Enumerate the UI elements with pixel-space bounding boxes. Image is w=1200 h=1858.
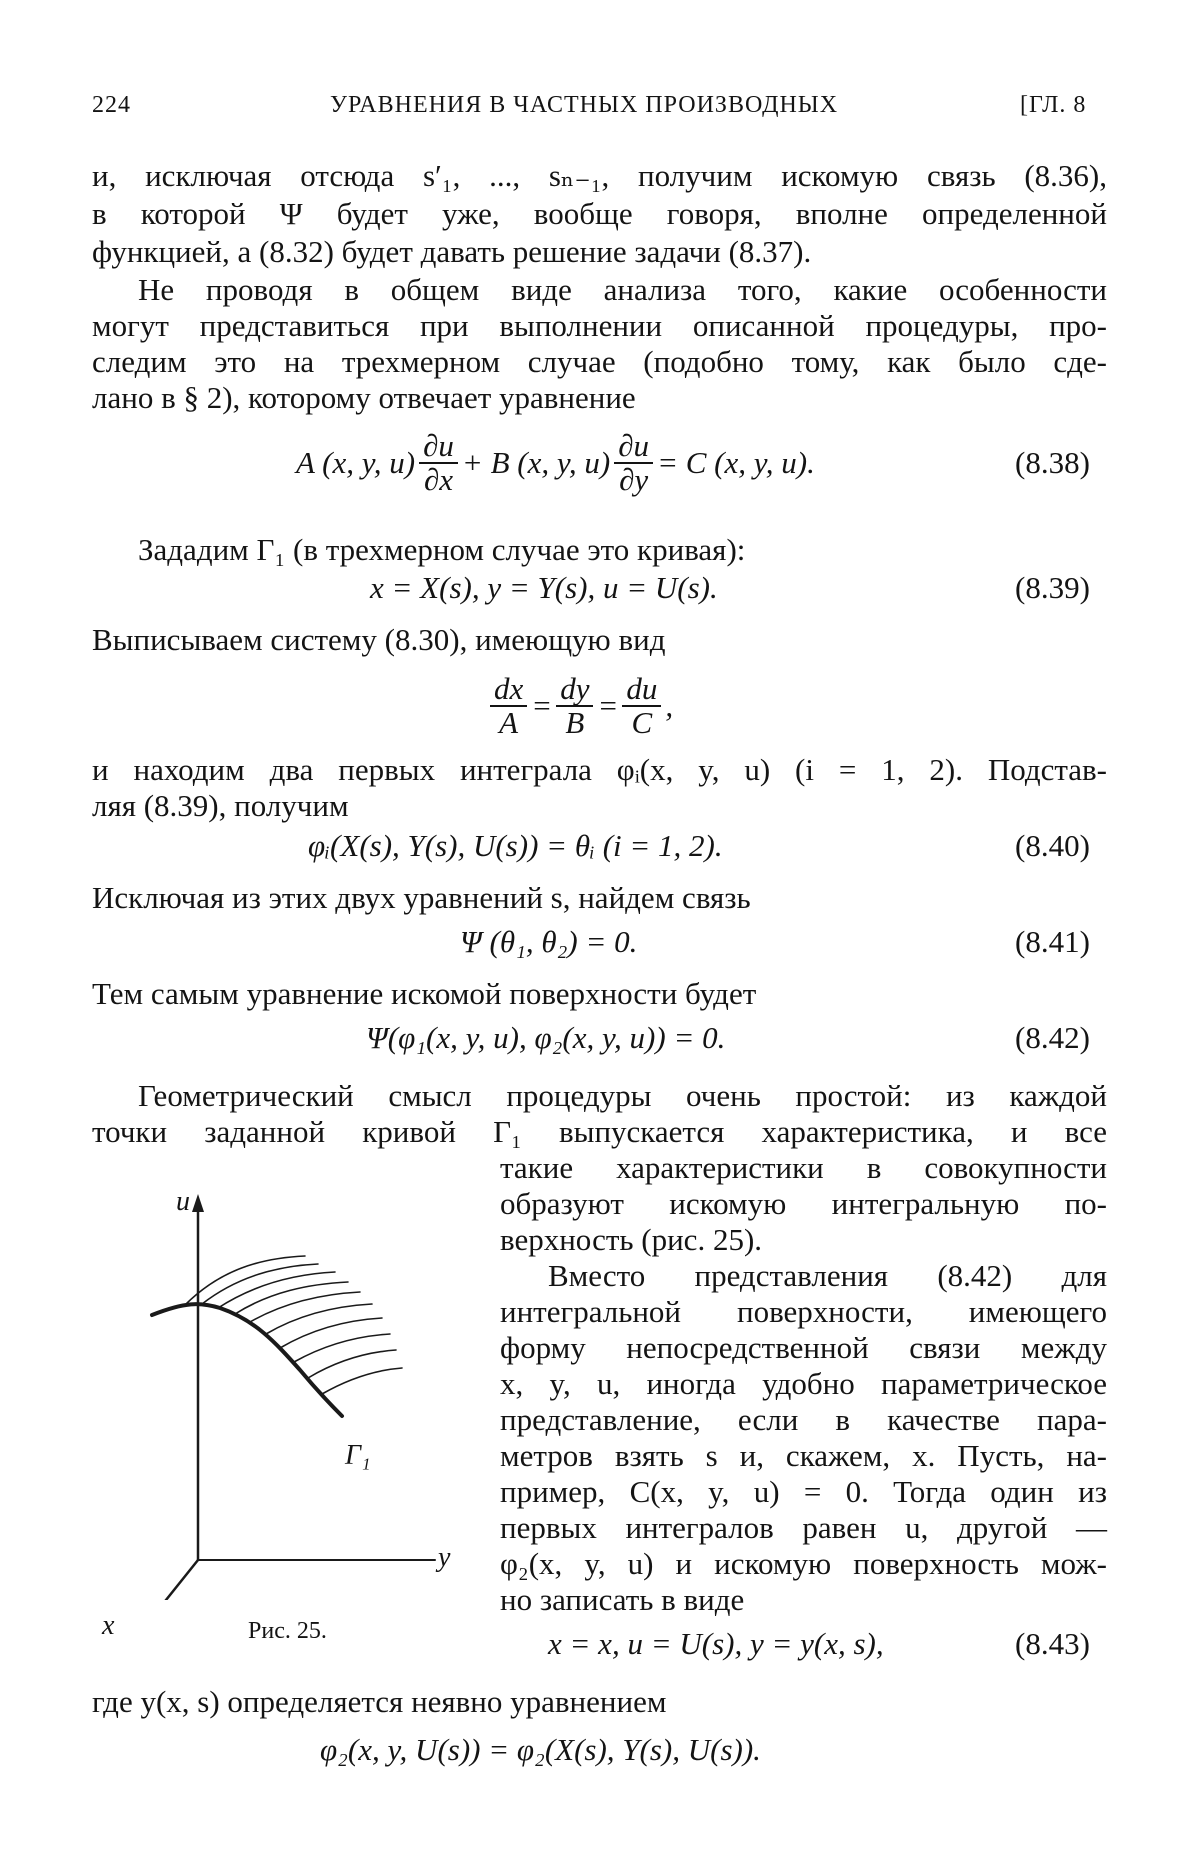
running-title: УРАВНЕНИЯ В ЧАСТНЫХ ПРОИЗВОДНЫХ (330, 92, 839, 118)
equation-8-42: Ψ(φ₁(x, y, u), φ₂(x, y, u)) = 0. (366, 1020, 726, 1055)
fraction-dx-A (490, 673, 527, 739)
text-line-15: точки заданной кривой Γ₁ выпускается характеристика, и все (92, 1114, 1107, 1149)
x-axis (130, 1560, 198, 1600)
fraction-numerator: ∂u (614, 430, 653, 464)
figure-caption: Рис. 25. (248, 1618, 327, 1644)
equation-8-39: x = X(s), y = Y(s), u = U(s). (370, 570, 718, 605)
text-line-23: представление, если в качестве пара- (500, 1402, 1107, 1437)
equation-number-8-43: (8.43) (1015, 1626, 1090, 1661)
text-line-16: такие характеристики в совокупности (500, 1150, 1107, 1185)
text-line-21: форму непосредственной связи между (500, 1330, 1107, 1365)
equation-number-8-40: (8.40) (1015, 828, 1090, 863)
text-line-25: пример, C(x, y, u) = 0. Тогда один из (500, 1474, 1107, 1509)
fraction-numerator: ∂u (419, 430, 458, 464)
equation-8-40: φᵢ(X(s), Y(s), U(s)) = θᵢ (i = 1, 2). (308, 828, 723, 863)
text-line-11: ляя (8.39), получим (92, 788, 349, 823)
equation-8-43: x = x, u = U(s), y = y(x, s), (548, 1626, 884, 1661)
axis-label-x: x (102, 1610, 115, 1641)
text-line-14: Геометрический смысл процедуры очень простой: из каждой (138, 1078, 1107, 1113)
equals-sign: = (531, 688, 553, 723)
fraction-denominator: C (631, 705, 653, 740)
text-line-17: образуют искомую интегральную по- (500, 1186, 1107, 1221)
text-line-10: и находим два первых интеграла φᵢ(x, y, u) (i = 1, 2). Подстав- (92, 752, 1107, 787)
text-line-13: Тем самым уравнение искомой поверхности будет (92, 976, 757, 1011)
fraction-du-dy (614, 430, 653, 496)
fraction-denominator: ∂y (619, 462, 649, 497)
characteristic-system (486, 666, 673, 746)
text-line-24: метров взять s и, скажем, x. Пусть, на- (500, 1438, 1107, 1473)
text-line-3: функцией, а (8.32) будет давать решение задачи (8.37). (92, 234, 812, 269)
text-line-5: могут представиться при выполнении описанной процедуры, про- (92, 308, 1107, 343)
characteristic-curves (185, 1256, 402, 1394)
text-line-2: в которой Ψ будет уже, вообще говоря, вполне определенной (92, 196, 1107, 231)
chapter-label: [ГЛ. 8 (1020, 92, 1087, 118)
comma: , (665, 688, 674, 723)
fraction-numerator: dy (556, 673, 593, 707)
axis-label-y: y (438, 1542, 451, 1573)
axis-label-u: u (176, 1186, 190, 1217)
fraction-dy-B (556, 673, 593, 739)
fraction-du-dx (419, 430, 458, 496)
text-line-12: Исключая из этих двух уравнений s, найдем связь (92, 880, 751, 915)
text-line-29: где y(x, s) определяется неявно уравнением (92, 1684, 667, 1719)
equation-8-38 (296, 418, 815, 508)
equation-8-41: Ψ (θ₁, θ₂) = 0. (460, 924, 638, 959)
eq38-rhs: = C (x, y, u). (657, 445, 815, 480)
text-line-1: и, исключая отсюда s′₁, ..., sₙ₋₁, получим искомую связь (8.36), (92, 158, 1107, 193)
fraction-du-C (622, 673, 661, 739)
fraction-denominator: A (499, 705, 519, 740)
text-line-18: верхность (рис. 25). (500, 1222, 763, 1257)
text-line-26: первых интегралов равен u, другой — (500, 1510, 1107, 1545)
text-line-6: следим это на трехмерном случае (подобно тому, как было сде- (92, 344, 1107, 379)
equation-number-8-42: (8.42) (1015, 1020, 1090, 1055)
text-line-8: Зададим Γ₁ (в трехмерном случае это кривая): (138, 532, 746, 567)
text-line-9: Выписываем систему (8.30), имеющую вид (92, 622, 666, 657)
text-line-19: Вместо представления (8.42) для (548, 1258, 1107, 1293)
u-axis-arrow (192, 1194, 204, 1212)
eq38-plus-b: + B (x, y, u) (461, 445, 611, 480)
text-line-27: φ₂(x, y, u) и искомую поверхность мож- (500, 1546, 1107, 1581)
fraction-numerator: du (622, 673, 661, 707)
text-line-7: лано в § 2), которому отвечает уравнение (92, 380, 636, 415)
figure-25-diagram (90, 1190, 490, 1600)
page-number: 224 (92, 92, 131, 118)
equation-number-8-39: (8.39) (1015, 570, 1090, 605)
fraction-numerator: dx (490, 673, 527, 707)
eq38-lhs: A (x, y, u) (296, 445, 416, 480)
text-line-28: но записать в виде (500, 1582, 745, 1617)
text-line-20: интегральной поверхности, имеющего (500, 1294, 1107, 1329)
equation-number-8-41: (8.41) (1015, 924, 1090, 959)
curve-label-gamma: Γ₁ (345, 1440, 371, 1471)
fraction-denominator: ∂x (423, 462, 454, 497)
text-line-22: x, y, u, иногда удобно параметрическое (500, 1366, 1107, 1401)
gamma-curve (152, 1304, 342, 1416)
final-equation: φ₂(x, y, U(s)) = φ₂(X(s), Y(s), U(s)). (320, 1732, 761, 1767)
equals-sign: = (597, 688, 619, 723)
fraction-denominator: B (565, 705, 585, 740)
equation-number-8-38: (8.38) (1015, 445, 1090, 480)
text-line-4: Не проводя в общем виде анализа того, какие особенности (138, 272, 1107, 307)
